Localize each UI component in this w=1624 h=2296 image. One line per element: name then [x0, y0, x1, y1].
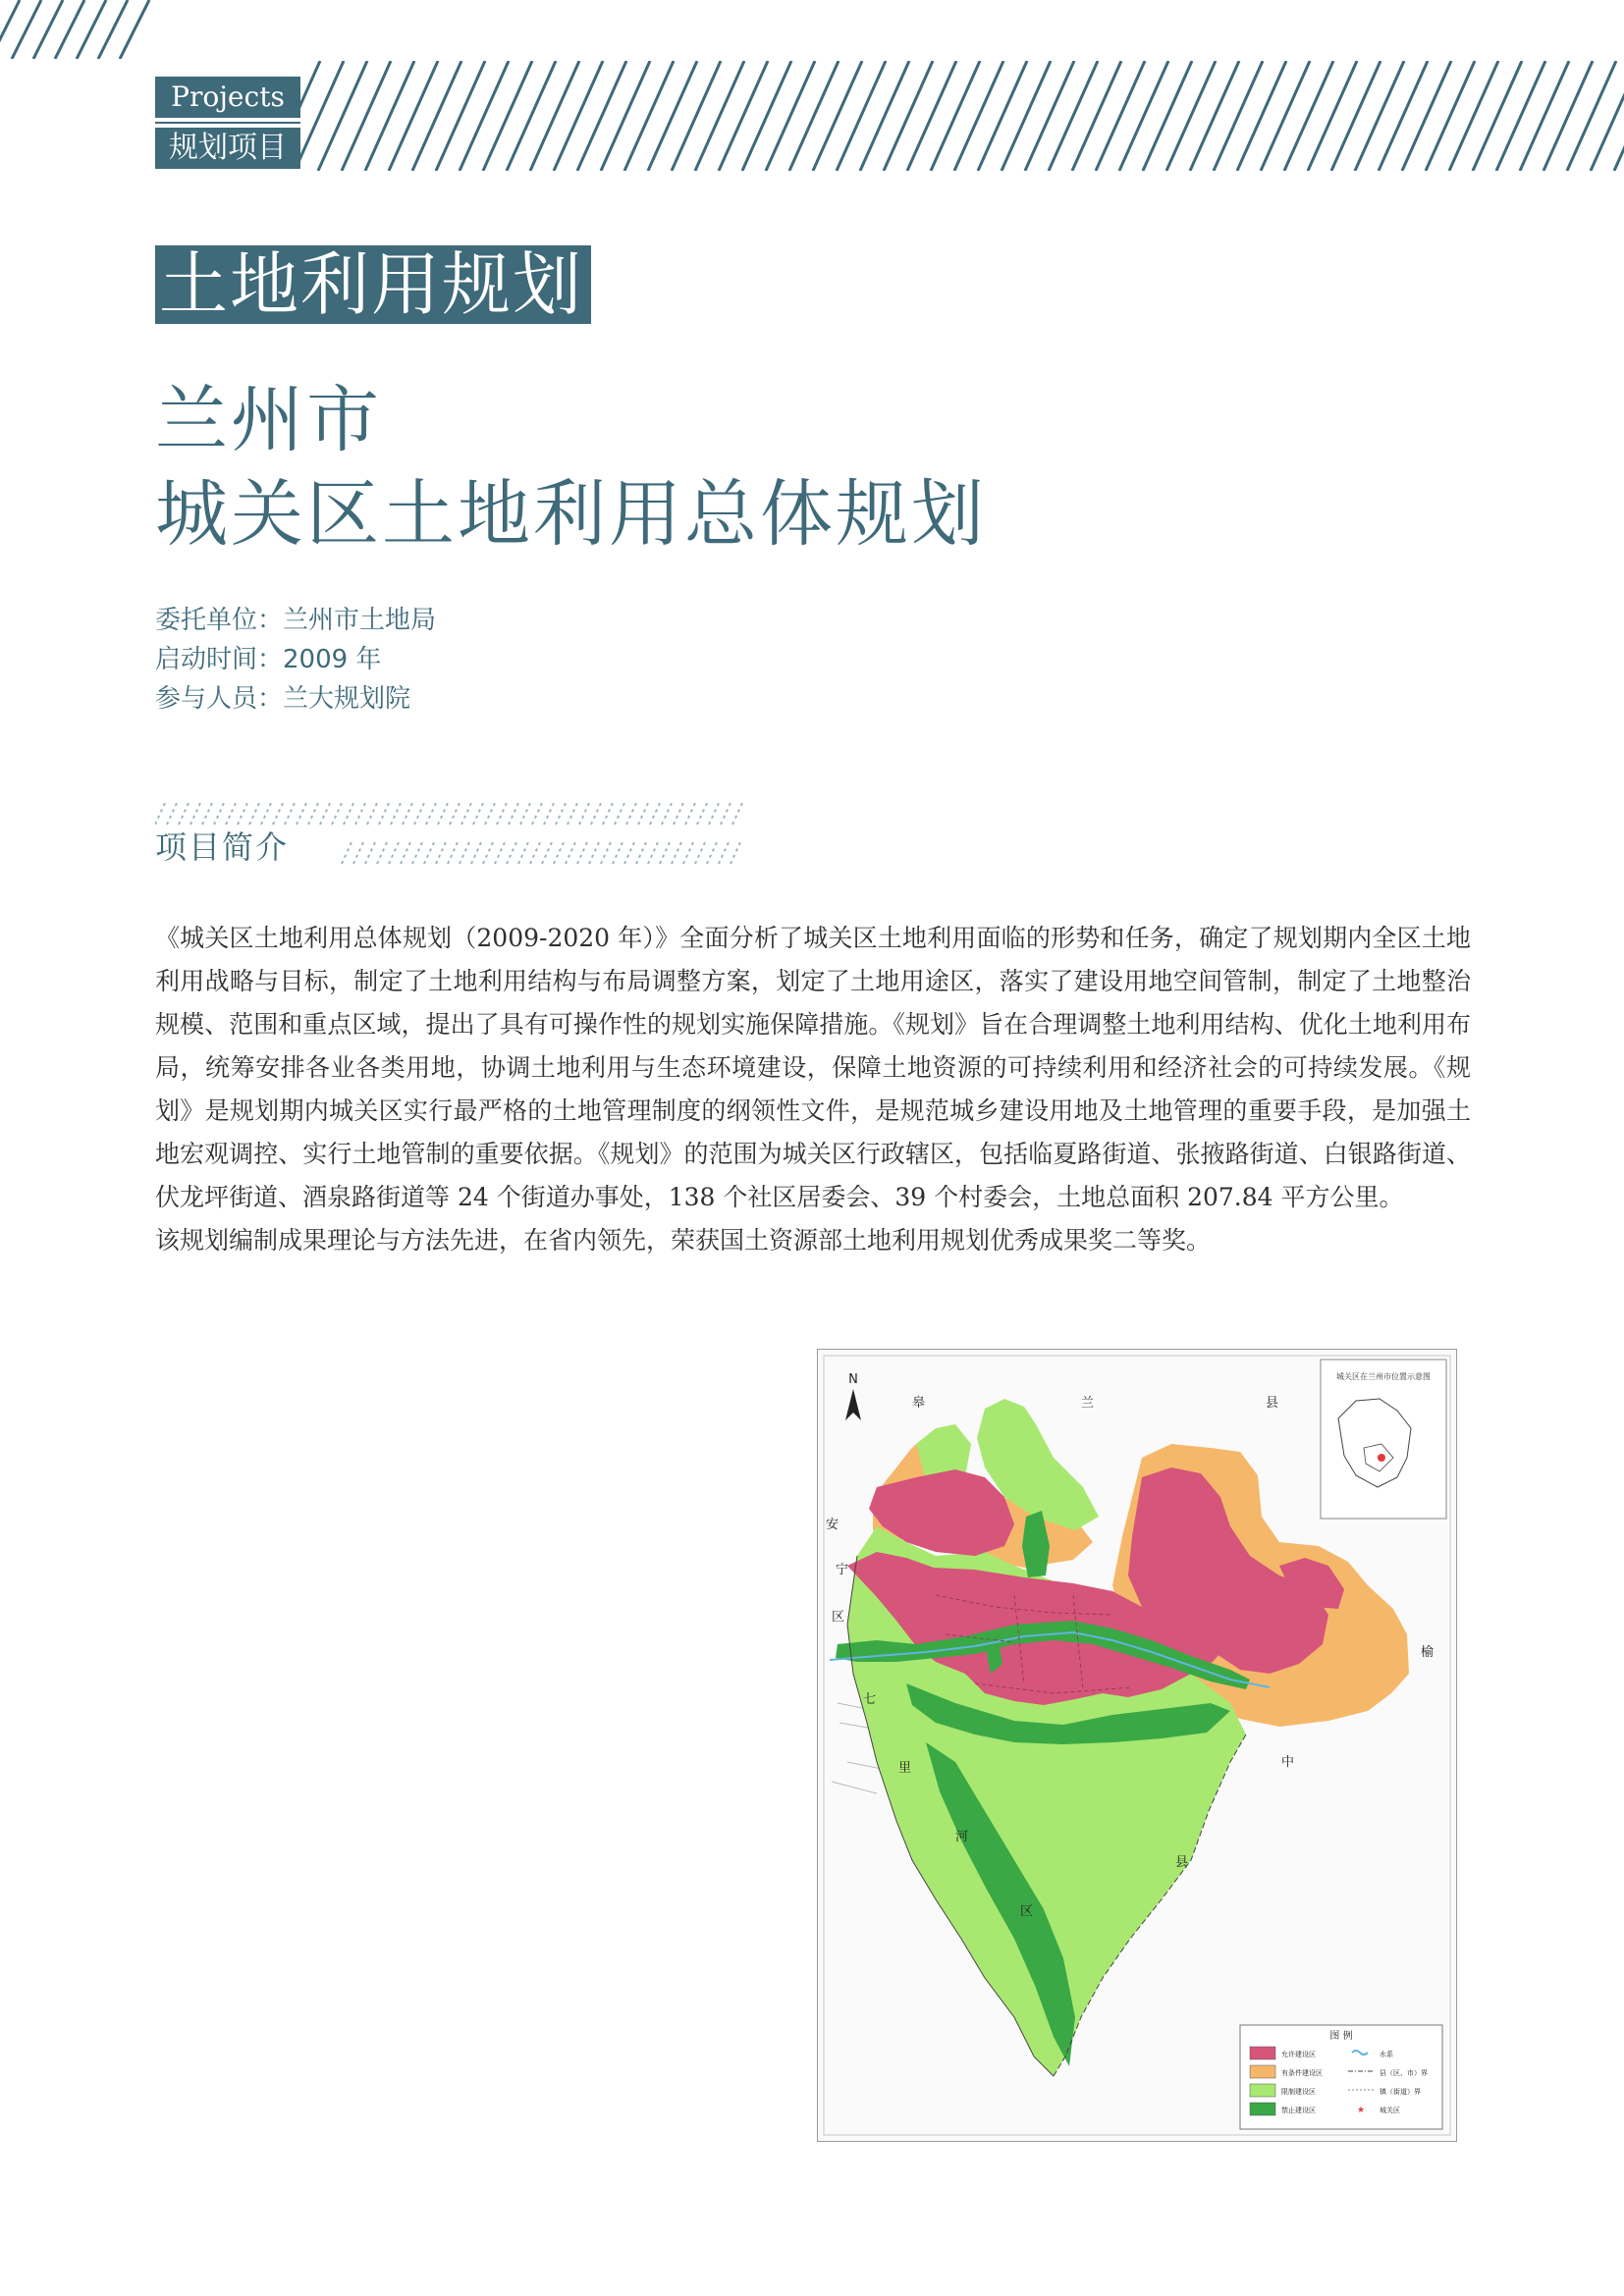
page-title-line1: 兰州市 [155, 378, 382, 462]
svg-text:★: ★ [1356, 2106, 1366, 2115]
svg-text:禁止建设区: 禁止建设区 [1281, 2107, 1316, 2114]
svg-text:限制建设区: 限制建设区 [1281, 2088, 1316, 2096]
projects-tag-en: Projects [155, 77, 300, 118]
section-title: 项目简介 [155, 828, 290, 866]
hatch-decoration-header [300, 61, 1624, 171]
label-he: 河 [955, 1830, 969, 1844]
map-legend [1240, 2025, 1442, 2129]
description-paragraph: 该规划编制成果理论与方法先进，在省内领先，荣获国土资源部土地利用规划优秀成果奖二等奖。 [155, 1226, 1212, 1255]
description-paragraph: 《城关区土地利用总体规划（2009-2020 年）》全面分析了城关区土地利用面临的形势和任务，确定了规划期内全区土地利用战略与目标，制定了土地利用结构与布局调整方案，划定了土地用途区，落实了建设用地空间管制，制定了土地整治规模、范围和重点区域，提出了具有可操作性的规划实施保障措施。《规划》旨在合理调整土地利用结构、优化土地利用布局，统筹安排各业各类用地，协调土地利用与生态环境建设，保障土地资源的可持续利用和经济社会的可持续发展。《规划》是规划期内城关区实行最严格的土地管理制度的纲领性文件，是规范城乡建设用地及土地管理的重要手段，是加强土地宏观调控、实行土地管制的重要依据。《规划》的范围为城关区行政辖区，包括临夏路街道、张掖路街道、白银路街道、伏龙坪街道、酒泉路街道等 24 个街道办事处，138 个社区居委会、39 个村委会，土地总面积 207.84 平方公里。 [155, 924, 1471, 1211]
north-arrow-icon [845, 1372, 861, 1420]
tag-divider [155, 122, 300, 124]
label-qu-left: 区 [832, 1610, 845, 1625]
svg-text:县（区、市）界: 县（区、市）界 [1380, 2069, 1428, 2077]
svg-text:城关区: 城关区 [1380, 2107, 1400, 2114]
svg-text:允许建设区: 允许建设区 [1281, 2051, 1316, 2058]
project-meta [155, 601, 436, 719]
label-qu-bottom: 区 [1020, 1904, 1034, 1919]
projects-tag-cn: 规划项目 [155, 128, 300, 169]
meta-participants: 参与人员：兰大规划院 [155, 684, 411, 714]
page-title-line2: 城关区土地利用总体规划 [155, 472, 987, 557]
label-li: 里 [898, 1761, 912, 1776]
label-gao: 皋 [912, 1396, 926, 1411]
hatch-decoration-top-left [0, 0, 155, 59]
label-qi: 七 [863, 1692, 877, 1707]
svg-text:镇（街道）界: 镇（街道）界 [1380, 2088, 1421, 2096]
svg-text:有条件建设区: 有条件建设区 [1281, 2069, 1323, 2077]
inset-locator-map [1321, 1360, 1446, 1519]
svg-text:图 例: 图 例 [1329, 2031, 1353, 2042]
land-use-map [817, 1349, 1457, 2142]
label-xian-top: 县 [1266, 1396, 1279, 1411]
meta-start: 启动时间：2009 年 [155, 645, 382, 674]
meta-client: 委托单位：兰州市土地局 [155, 606, 437, 635]
label-zhong: 中 [1281, 1755, 1295, 1770]
category-label: 土地利用规划 [155, 245, 591, 324]
project-description [155, 917, 1471, 1262]
label-xian-bottom: 县 [1175, 1855, 1189, 1870]
label-ning: 宁 [836, 1563, 849, 1577]
label-an: 安 [826, 1518, 839, 1532]
label-lan: 兰 [1081, 1396, 1095, 1411]
svg-text:水系: 水系 [1380, 2051, 1393, 2058]
svg-text:N: N [848, 1372, 858, 1387]
label-yu: 榆 [1421, 1645, 1435, 1660]
svg-text:城关区在兰州市位置示意图: 城关区在兰州市位置示意图 [1336, 1372, 1431, 1381]
